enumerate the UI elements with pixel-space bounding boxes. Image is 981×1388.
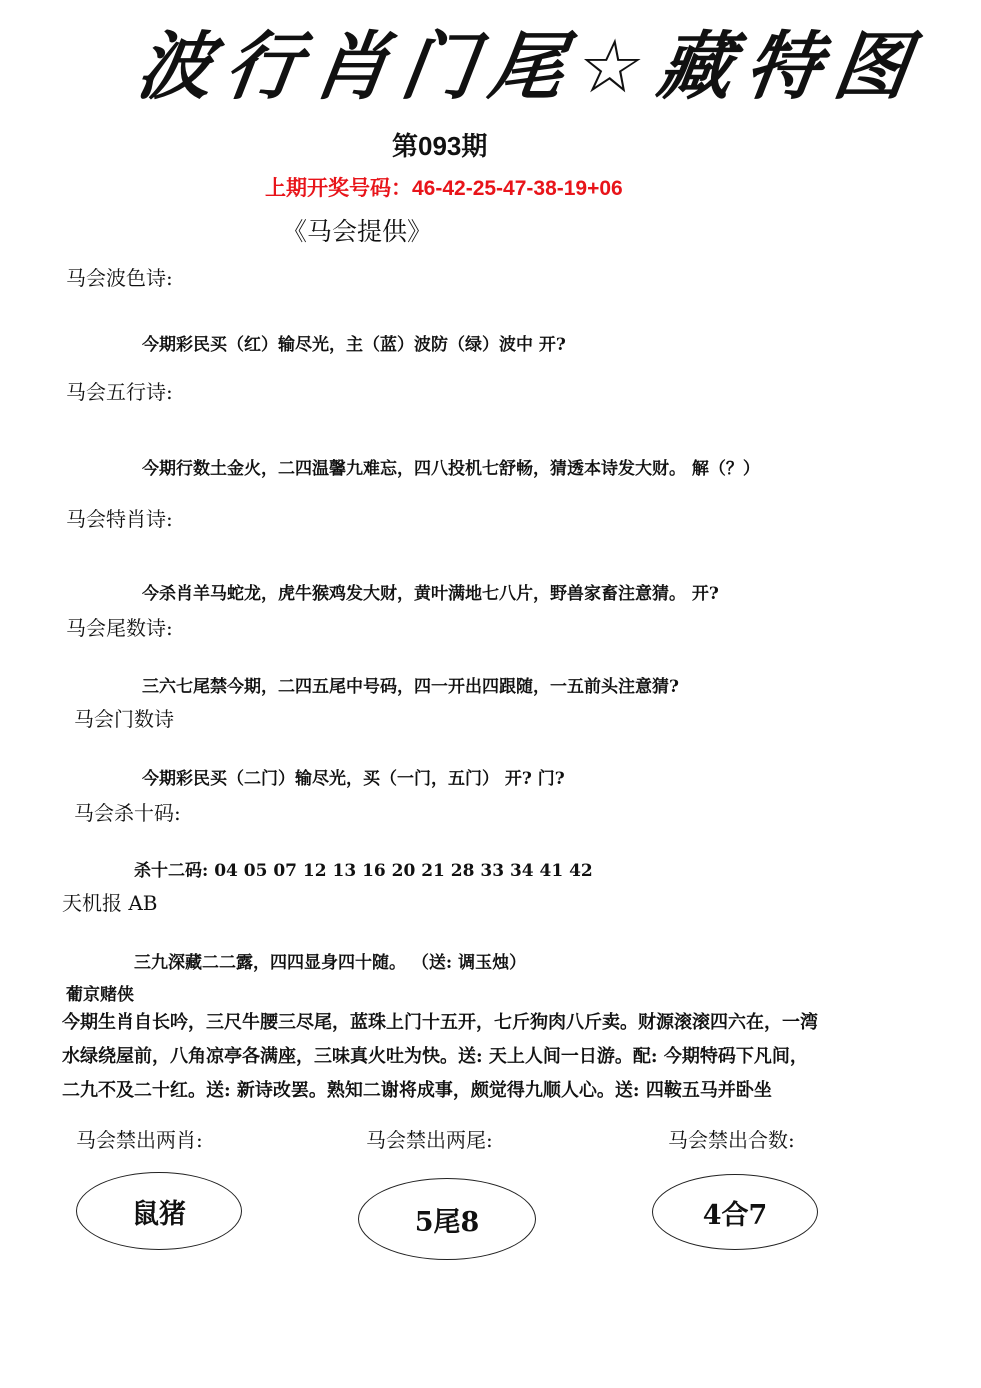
section-text-five-elements: 今期行数土金火，二四温馨九难忘，四八投机七舒畅，猜透本诗发大财。 解（？） xyxy=(142,459,760,479)
section-text-wave-color: 今期彩民买（红）输尽光，主（蓝）波防（绿）波中 开? xyxy=(142,335,566,355)
section-text-tail-number: 三六七尾禁今期，二四五尾中号码，四一开出四跟随，一五前头注意猜? xyxy=(142,677,679,697)
gambler-line: 二九不及二十红。送: 新诗改罢。熟知二谢将成事，颇觉得九顺人心。送: 四鞍五马并卧坐 xyxy=(62,1080,772,1101)
gambler-line: 水绿绕屋前，八角凉亭各满座，三味真火吐为快。送: 天上人间一日游。配: 今期特码下凡间， xyxy=(62,1046,808,1067)
section-heading-wave-color: 马会波色诗: xyxy=(66,266,173,290)
ban-label-sum: 马会禁出合数: xyxy=(668,1128,795,1152)
section-text-zodiac: 今杀肖羊马蛇龙，虎牛猴鸡发大财，黄叶满地七八片，野兽家畜注意猜。 开? xyxy=(142,584,719,604)
ban-label-zodiac: 马会禁出两肖: xyxy=(76,1128,203,1152)
section-heading-five-elements: 马会五行诗: xyxy=(66,380,173,404)
section-text-tianji: 三九深藏二二露，四四显身四十随。 （送: 调玉烛） xyxy=(134,953,527,973)
gambler-heading: 葡京赌侠 xyxy=(66,985,134,1005)
section-heading-tail-number: 马会尾数诗: xyxy=(66,616,173,640)
page-title: 波行肖门尾☆藏特图 xyxy=(131,24,929,110)
ban-value-zodiac: 鼠猪 xyxy=(132,1198,186,1230)
ban-value-oval-zodiac xyxy=(76,1172,242,1250)
section-heading-zodiac: 马会特肖诗: xyxy=(66,507,173,531)
section-heading-kill-numbers: 马会杀十码: xyxy=(74,801,181,825)
last-draw-results: 上期开奖号码：46-42-25-47-38-19+06 xyxy=(265,177,623,200)
provider-label: 《马会提供》 xyxy=(282,217,433,246)
ban-value-tail: 5尾8 xyxy=(414,1206,480,1238)
section-text-gate-number: 今期彩民买（二门）输尽光，买（一门，五门） 开? 门? xyxy=(142,769,565,789)
ban-value-oval-sum xyxy=(652,1174,818,1250)
section-heading-gate-number: 马会门数诗 xyxy=(74,707,174,731)
ban-value-sum: 4合7 xyxy=(702,1199,768,1231)
ban-value-oval-tail xyxy=(358,1178,536,1260)
issue-number: 第093期 xyxy=(392,131,488,161)
gambler-paragraph xyxy=(62,1006,932,1108)
gambler-line: 今期生肖自长吟，三尺牛腰三尽尾，蓝珠上门十五开，七斤狗肉八斤卖。财源滚滚四六在，一湾 xyxy=(62,1012,818,1033)
section-heading-tianji: 天机报 AB xyxy=(62,891,158,915)
ban-label-tail: 马会禁出两尾: xyxy=(366,1128,493,1152)
section-text-kill-numbers: 杀十二码: 04 05 07 12 13 16 20 21 28 33 34 41 42 xyxy=(134,861,593,881)
